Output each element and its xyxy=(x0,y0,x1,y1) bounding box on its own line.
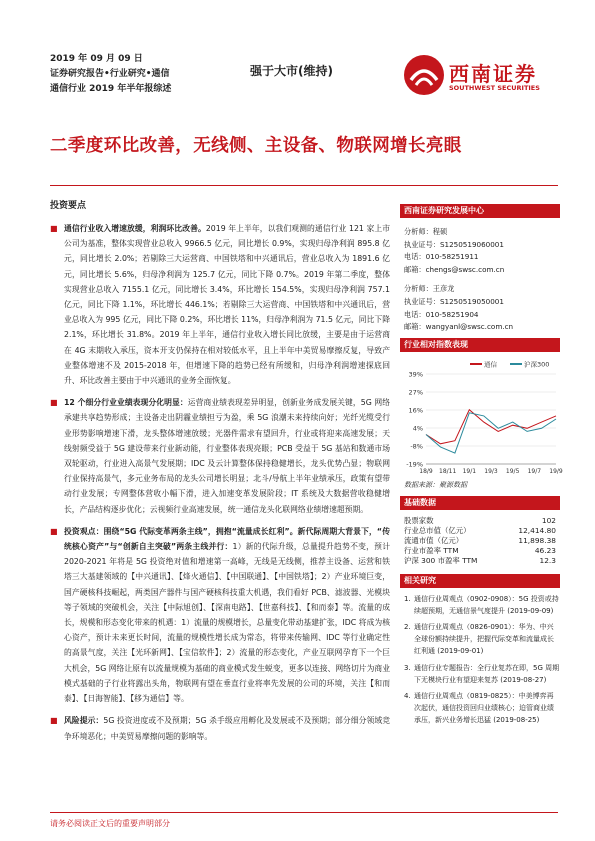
company-logo xyxy=(403,52,553,98)
y-tick-label: -19% xyxy=(406,460,423,469)
index-chart xyxy=(400,356,563,478)
stats-label: 基础数据 xyxy=(400,496,560,510)
table-row xyxy=(400,536,560,546)
analyst-line: 执业证号：S1250519050001 xyxy=(404,296,504,306)
footer-divider xyxy=(50,812,558,813)
analyst-line: 执业证号：S1250519060001 xyxy=(404,239,504,249)
bullet-icon: ■ xyxy=(50,398,58,408)
stat-key: 行业市盈率 TTM xyxy=(404,545,459,555)
point-item xyxy=(50,524,390,706)
point-item xyxy=(50,713,390,743)
point-lead: 风险提示： xyxy=(64,716,104,726)
stat-value: 102 xyxy=(541,515,556,525)
series-line-0 xyxy=(426,409,556,443)
x-tick-label: 19/5 xyxy=(505,467,520,475)
x-tick-label: 18/9 xyxy=(419,467,433,475)
analyst-line: 分析师：王彦龙 xyxy=(404,284,455,294)
report-meta xyxy=(50,52,250,97)
table-row xyxy=(400,526,560,536)
bullet-icon: ■ xyxy=(50,716,58,726)
y-tick-label: 4% xyxy=(412,424,423,433)
stat-key: 股票家数 xyxy=(404,515,434,525)
analyst-line: 分析师：程硕 xyxy=(404,227,448,236)
point-lead: 12 个细分行业业绩表现分化明显： xyxy=(64,398,188,408)
legend-label: 通信 xyxy=(484,360,497,369)
analyst-line: 邮箱：chengs@swsc.com.cn xyxy=(404,264,505,274)
x-tick-label: 19/1 xyxy=(462,467,477,475)
y-tick-label: 27% xyxy=(408,388,423,397)
page-title: 二季度环比改善，无线侧、主设备、物联网增长亮眼 xyxy=(50,136,462,156)
report-date: 2019 年 09 月 09 日 xyxy=(50,54,143,64)
section-label: 投资要点 xyxy=(50,201,87,211)
bullet-icon: ■ xyxy=(50,224,58,233)
related-link[interactable]: 1. 通信行业周观点（0902-0908）：5G 投资或持续超预期，无通信景气度提升 (2019-09-09) xyxy=(404,594,559,615)
table-row xyxy=(400,516,560,526)
point-item xyxy=(50,395,390,517)
related-list xyxy=(400,588,560,732)
y-tick-label: 16% xyxy=(408,406,423,415)
y-tick-label: 39% xyxy=(408,370,423,379)
stat-value: 12.3 xyxy=(539,555,556,565)
analyst-line: 电话：010-58251904 xyxy=(404,309,479,319)
related-label: 相关研究 xyxy=(400,574,560,588)
x-tick-label: 19/3 xyxy=(484,467,498,475)
stat-value: 12,414.80 xyxy=(518,525,556,535)
point-text: 1）新的代际升级，总量提升趋势不变，预计 2020-2021 年将是 5G 投资绝对值和增速第一高峰，无线是无线侧，推荐主设备、运营和铁塔三大基建领域的【中兴通讯】、【烽火通信】、【中国联通】、【中国铁塔】；2）产业环境巨变，国产硬核科技崛起，两类国产器件与国产硬核科技重大机遇，我们看好 PCB、滤波器、光模块等子领域的突破机会，关注【中际旭创】、【深南电路】、【世嘉科技】、【和而泰】等。流量的成长，规模和形态变化带来的机遇：1）流量的规模增长，总量变化带动基建扩张，IDC 将成为核心资产，预计未来更长时间，流量的规模性增长成为常态，将带来传输网、IDC 等行业确定性的高景气度，关注【光环新网】、【宝信软件】；2）流量的形态变化，产业互联网孕育下一个巨大机会，5G 网络让原有以流量规模为基础的商业模式发生蜕变，更多以连接、网络切片为商业模式基础的子行业将露出头角，物联网有望在垂直行业将率先发展的公司的环境，关注【和而泰】、【日海智能】、【移为通信】等。 xyxy=(64,542,390,704)
footer-disclaimer: 请务必阅读正文后的重要声明部分 xyxy=(50,819,170,828)
stat-key: 沪深 300 市盈率 TTM xyxy=(404,555,478,565)
stat-key: 行业总市值（亿元） xyxy=(404,525,471,535)
analyst-line: 电话：010-58251911 xyxy=(404,252,479,262)
point-text: 5G 投资进度或不及预期；5G 杀手级应用孵化及发展或不及预期；部分细分领域竞争环境恶化；中美贸易摩擦问题的影响等。 xyxy=(64,716,391,741)
logo-en: SOUTHWEST SECURITIES xyxy=(449,84,540,92)
legend-label: 沪深300 xyxy=(524,360,550,369)
point-item xyxy=(50,221,390,388)
y-tick-label: -8% xyxy=(410,442,423,451)
point-text: 2019 年上半年，以我们观测的通信行业 121 家上市公司为基准，整体实现营业总收入 9966.5 亿元，同比增长 0.9%，实现归母净利润 895.8 亿元，同比增长 2.0%；若剔除三大运营商、中国铁塔和中兴通讯后，营业总收入为 1891.6 亿元，同比增长 5.6%，归母净利润为 125.7 亿元，同比下降 0.7%。2019 年第二季度，整体实现营业总收入 7155.1 亿元，同比增长 3.4%，环比增长 154.5%，实现归母净利润 757.1 亿元，同比下降 1.1%，环比增长 446.1%；若剔除三大运营商、中国铁塔和中兴通讯后，营业总收入为 995 亿元，同比下降 0.2%，环比增长 11%，归母净利润为 71.5 亿元，同比下降 2.1%，环比增长 31.8%。2019 年上半年，通信行业收入增长同比放缓，主要是由于运营商在 4G 末期收入承压，资本开支仍保持在相对较低水平，且上半年中美贸易摩擦反复，导致产业整体增速不及 2015-2018 年，但增速下降的趋势已经有所缓和，归母净利润增速探底回升、环比改善主要由于中兴通讯的业务全面恢复。 xyxy=(64,224,390,386)
related-link[interactable]: 2. 通信行业周观点（0826-0901）：华为、中兴全球份额持续提升，把握代际变革和流量成长红利通 (2019-09-01) xyxy=(404,623,554,655)
stat-key: 流通市值（亿元） xyxy=(404,535,464,545)
sidebar xyxy=(400,204,563,732)
title-divider xyxy=(50,185,558,186)
bullet-icon: ■ xyxy=(50,526,58,536)
report-type: 证券研究报告•行业研究•通信 xyxy=(50,69,170,79)
chart-source: 数据来源：聚源数据 xyxy=(404,480,467,489)
rating: 强于大市(维持) xyxy=(250,64,333,78)
x-tick-label: 19/9 xyxy=(549,467,563,475)
logo-cn: 西南证券 xyxy=(449,62,537,86)
logo-mark-icon xyxy=(403,54,445,96)
point-lead: 通信行业收入增速放缓，利润环比改善。 xyxy=(64,224,206,233)
series-line-1 xyxy=(426,413,556,453)
analyst-list xyxy=(400,218,560,338)
report-name: 通信行业 2019 年半年报综述 xyxy=(50,84,172,94)
table-row xyxy=(400,556,560,566)
main-column xyxy=(50,198,390,751)
chart-label: 行业相对指数表现 xyxy=(400,338,560,352)
stat-value: 46.23 xyxy=(534,545,556,555)
stat-value: 11,898.38 xyxy=(518,535,556,545)
x-tick-label: 18/11 xyxy=(439,467,457,475)
analyst-line: 邮箱：wangyanl@swsc.com.cn xyxy=(404,322,514,332)
x-tick-label: 19/7 xyxy=(527,467,542,475)
related-link[interactable]: 3. 通信行业专题报告：全行业复苏在即，5G 周期下无模块行业有望迎来复苏 (2019-08-27) xyxy=(404,663,560,684)
stats-table xyxy=(400,516,560,566)
related-link[interactable]: 4. 通信行业周观点（0819-0825）：中美博弈再次起伏，通信投资回归业绩核心；迫管商业绩承压，新兴业务增长迅猛 (2019-08-25) xyxy=(404,692,554,724)
point-lead: 投资观点：围绕“5G 代际变革两条主线”，拥抱“流量成长红利”。新代际周期大背景下，“传统核心资产”与“创新自主突破”两条主线并行： xyxy=(64,526,390,552)
chart-svg xyxy=(400,356,563,478)
point-text: 运营商业绩表现差异明显，创新业务成发展关键，5G 网络承建共享趋势形成；主设备走出阴霾业绩担亏为盈，乘 5G 浪潮未来持续向好；光纤光缆受行业形势影响增速下滑，龙头整体增速放缓；光器件需求有望回升，行业或将迎来高速发展；天线射频受益于 5G 建设带来行业新动能，行业整体表现亮眼；PCB 受益于 5G 基站和数通市场双轮驱动，行业进入高景气发展期；IDC 及云计算整体保持稳健增长，龙头优势凸显；物联网行业保持高景气，多元业务布局的龙头公司增长明显；北斗/导航上半年业绩承压，政策有望带动行业发展；专网整体营收小幅下滑，进入加速变革发展阶段；IT 系统及大数据营收稳健增长，产品结构逐步优化；云视频行业高速发展，统一通信龙头化联网络业绩增速超预期。 xyxy=(64,398,390,514)
table-row xyxy=(400,546,560,556)
team-label: 西南证券研究发展中心 xyxy=(400,204,560,218)
